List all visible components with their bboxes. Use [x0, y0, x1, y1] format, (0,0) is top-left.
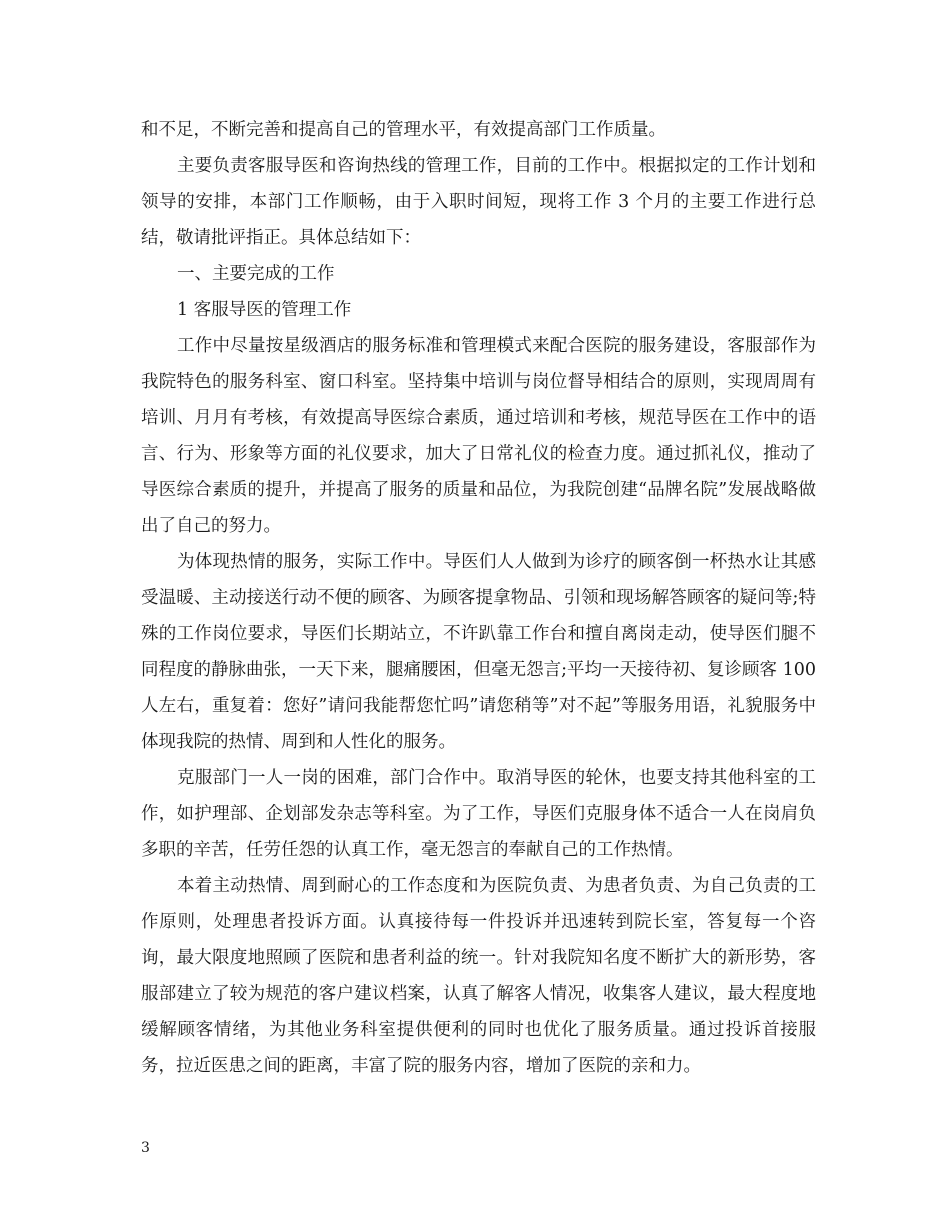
- paragraph-3: 工作中尽量按星级酒店的服务标准和管理模式来配合医院的服务建设，客服部作为我院特色的服务科室、窗口科室。坚持集中培训与岗位督导相结合的原则，实现周周有培训、月月有考核，有效提高导医综合素质，通过培训和考核，规范导医在工作中的语言、行为、形象等方面的礼仪要求，加大了日常礼仪的检查力度。通过抓礼仪，推动了导医综合素质的提升，并提高了服务的质量和品位，为我院创建“品牌名院”发展战略做出了自己的努力。: [141, 336, 816, 536]
- page-number: 3: [141, 1140, 150, 1156]
- paragraph-6: 本着主动热情、周到耐心的工作态度和为医院负责、为患者负责、为自己负责的工作原则，处理患者投诉方面。认真接待每一件投诉并迅速转到院长室，答复每一个咨询，最大限度地照顾了医院和患者利益的统一。针对我院知名度不断扩大的新形势，客服部建立了较为规范的客户建议档案，认真了解客人情况，收集客人建议，最大程度地缓解顾客情绪，为其他业务科室提供便利的同时也优化了服务质量。通过投诉首接服务，拉近医患之间的距离，丰富了院的服务内容，增加了医院的亲和力。: [141, 876, 816, 1076]
- section-heading-main-work: 一、主要完成的工作: [177, 264, 335, 284]
- subsection-heading-guide-management: 1 客服导医的管理工作: [177, 300, 352, 320]
- paragraph-1: 和不足，不断完善和提高自己的管理水平，有效提高部门工作质量。: [141, 120, 666, 140]
- paragraph-5: 克服部门一人一岗的困难，部门合作中。取消导医的轮休，也要支持其他科室的工作，如护理部、企划部发杂志等科室。为了工作，导医们克服身体不适合一人在岗肩负多职的辛苦，任劳任怨的认真工作，毫无怨言的奉献自己的工作热情。: [141, 768, 816, 860]
- paragraph-2: 主要负责客服导医和咨询热线的管理工作，目前的工作中。根据拟定的工作计划和领导的安排，本部门工作顺畅，由于入职时间短，现将工作 3 个月的主要工作进行总结，敬请批评指正。具体总结如下：: [141, 156, 816, 248]
- paragraph-4: 为体现热情的服务，实际工作中。导医们人人做到为诊疗的顾客倒一杯热水让其感受温暖、主动接送行动不便的顾客、为顾客提拿物品、引领和现场解答顾客的疑问等;特殊的工作岗位要求，导医们长期站立，不许趴靠工作台和擅自离岗走动，使导医们腿不同程度的静脉曲张，一天下来，腿痛腰困，但毫无怨言;平均一天接待初、复诊顾客 100 人左右，重复着：您好”请问我能帮您忙吗”请您稍等”对不起”等服务用语，礼貌服务中体现我院的热情、周到和人性化的服务。: [141, 552, 816, 752]
- document-body: [141, 112, 816, 1084]
